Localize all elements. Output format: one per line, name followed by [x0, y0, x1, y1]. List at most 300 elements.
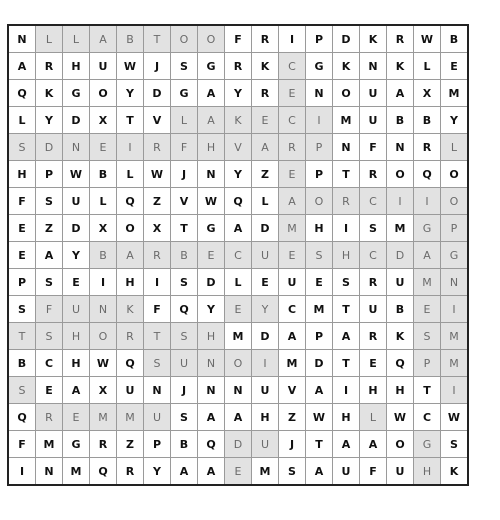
grid-cell[interactable]: A	[306, 458, 333, 486]
grid-cell[interactable]: X	[90, 107, 117, 134]
grid-row	[8, 350, 468, 377]
grid-cell[interactable]: A	[225, 404, 252, 431]
grid-cell[interactable]: E	[8, 215, 36, 242]
grid-cell[interactable]: N	[198, 161, 225, 188]
grid-cell[interactable]: N	[144, 377, 171, 404]
grid-cell[interactable]: B	[171, 242, 198, 269]
grid-cell[interactable]: K	[387, 53, 414, 80]
grid-cell[interactable]: L	[90, 188, 117, 215]
grid-cell[interactable]: O	[306, 188, 333, 215]
grid-cell[interactable]: E	[90, 134, 117, 161]
grid-cell[interactable]: L	[171, 107, 198, 134]
grid-cell[interactable]: V	[144, 107, 171, 134]
grid-row	[8, 215, 468, 242]
grid-cell[interactable]: R	[360, 269, 387, 296]
grid-cell[interactable]: I	[117, 134, 144, 161]
grid-cell[interactable]: Q	[387, 350, 414, 377]
grid-cell[interactable]: G	[63, 80, 90, 107]
grid-cell[interactable]: C	[279, 296, 306, 323]
grid-cell[interactable]: O	[198, 25, 225, 53]
grid-cell[interactable]: U	[117, 377, 144, 404]
grid-cell[interactable]: K	[117, 296, 144, 323]
grid-cell[interactable]: H	[198, 134, 225, 161]
grid-row	[8, 80, 468, 107]
grid-cell[interactable]: E	[279, 80, 306, 107]
grid-cell[interactable]: H	[252, 404, 279, 431]
grid-cell[interactable]: D	[225, 431, 252, 458]
grid-cell[interactable]: R	[117, 458, 144, 486]
grid-cell[interactable]: O	[90, 80, 117, 107]
grid-cell[interactable]: E	[198, 242, 225, 269]
grid-cell[interactable]: Y	[144, 458, 171, 486]
grid-row	[8, 53, 468, 80]
grid-cell[interactable]: S	[144, 350, 171, 377]
grid-cell[interactable]: U	[360, 296, 387, 323]
grid-cell[interactable]: H	[198, 323, 225, 350]
grid-cell[interactable]: A	[252, 134, 279, 161]
grid-cell[interactable]: M	[441, 350, 469, 377]
grid-cell[interactable]: R	[252, 25, 279, 53]
grid-cell[interactable]: I	[441, 296, 469, 323]
grid-cell[interactable]: N	[387, 134, 414, 161]
grid-cell[interactable]: D	[306, 350, 333, 377]
grid-cell[interactable]: K	[360, 25, 387, 53]
grid-cell[interactable]: G	[63, 431, 90, 458]
grid-cell[interactable]: A	[198, 80, 225, 107]
grid-cell[interactable]: M	[441, 80, 469, 107]
grid-cell[interactable]: T	[414, 377, 441, 404]
grid-cell[interactable]: U	[171, 350, 198, 377]
grid-cell[interactable]: R	[360, 323, 387, 350]
grid-cell[interactable]: E	[279, 161, 306, 188]
grid-cell[interactable]: I	[252, 350, 279, 377]
grid-cell[interactable]: A	[333, 323, 360, 350]
grid-cell[interactable]: P	[306, 161, 333, 188]
grid-cell[interactable]: M	[387, 215, 414, 242]
grid-cell[interactable]: S	[36, 269, 63, 296]
grid-cell[interactable]: Q	[8, 80, 36, 107]
grid-cell[interactable]: M	[279, 350, 306, 377]
grid-cell[interactable]: O	[441, 188, 469, 215]
grid-cell[interactable]: S	[171, 53, 198, 80]
grid-cell[interactable]: A	[279, 323, 306, 350]
grid-cell[interactable]: G	[414, 431, 441, 458]
grid-cell[interactable]: S	[171, 323, 198, 350]
grid-cell[interactable]: B	[8, 350, 36, 377]
grid-cell[interactable]: I	[144, 269, 171, 296]
grid-cell[interactable]: M	[117, 404, 144, 431]
grid-cell[interactable]: H	[117, 269, 144, 296]
grid-cell[interactable]: R	[117, 323, 144, 350]
grid-cell[interactable]: U	[279, 269, 306, 296]
grid-cell[interactable]: K	[333, 53, 360, 80]
grid-cell[interactable]: O	[387, 431, 414, 458]
grid-cell[interactable]: G	[198, 53, 225, 80]
grid-cell[interactable]: I	[90, 269, 117, 296]
grid-cell[interactable]: Q	[171, 296, 198, 323]
grid-cell[interactable]: D	[36, 134, 63, 161]
grid-cell[interactable]: E	[8, 242, 36, 269]
grid-cell[interactable]: R	[90, 431, 117, 458]
grid-cell[interactable]: A	[36, 242, 63, 269]
grid-cell[interactable]: C	[36, 350, 63, 377]
grid-cell[interactable]: F	[8, 188, 36, 215]
grid-cell[interactable]: A	[198, 404, 225, 431]
grid-cell[interactable]: N	[8, 25, 36, 53]
grid-cell[interactable]: F	[171, 134, 198, 161]
grid-cell[interactable]: B	[90, 161, 117, 188]
grid-cell[interactable]: Q	[90, 458, 117, 486]
grid-cell[interactable]: C	[279, 107, 306, 134]
grid-cell[interactable]: F	[144, 296, 171, 323]
grid-cell[interactable]: O	[117, 215, 144, 242]
grid-cell[interactable]: U	[144, 404, 171, 431]
grid-cell[interactable]: Q	[414, 161, 441, 188]
grid-cell[interactable]: U	[360, 107, 387, 134]
grid-cell[interactable]: H	[63, 53, 90, 80]
grid-cell[interactable]: K	[225, 107, 252, 134]
grid-cell[interactable]: G	[441, 242, 469, 269]
grid-cell[interactable]: R	[252, 80, 279, 107]
grid-cell[interactable]: E	[225, 296, 252, 323]
grid-cell[interactable]: H	[360, 377, 387, 404]
grid-cell[interactable]: S	[171, 404, 198, 431]
grid-cell[interactable]: V	[279, 377, 306, 404]
grid-cell[interactable]: U	[63, 296, 90, 323]
grid-cell[interactable]: Y	[225, 161, 252, 188]
grid-cell[interactable]: H	[306, 215, 333, 242]
grid-cell[interactable]: P	[441, 215, 469, 242]
grid-cell[interactable]: O	[333, 80, 360, 107]
grid-cell[interactable]: F	[36, 296, 63, 323]
grid-cell[interactable]: I	[279, 25, 306, 53]
grid-cell[interactable]: A	[63, 377, 90, 404]
grid-cell[interactable]: S	[8, 134, 36, 161]
grid-cell[interactable]: U	[252, 377, 279, 404]
grid-cell[interactable]: E	[360, 350, 387, 377]
grid-row	[8, 107, 468, 134]
grid-cell[interactable]: H	[63, 323, 90, 350]
grid-cell[interactable]: P	[306, 25, 333, 53]
grid-cell[interactable]: B	[171, 431, 198, 458]
grid-cell[interactable]: K	[36, 80, 63, 107]
grid-cell[interactable]: L	[117, 161, 144, 188]
grid-row	[8, 242, 468, 269]
grid-cell[interactable]: C	[279, 53, 306, 80]
grid-cell[interactable]: U	[360, 80, 387, 107]
grid-cell[interactable]: N	[36, 458, 63, 486]
grid-cell[interactable]: A	[306, 377, 333, 404]
grid-cell[interactable]: E	[279, 242, 306, 269]
grid-cell[interactable]: Y	[63, 242, 90, 269]
grid-cell[interactable]: E	[63, 269, 90, 296]
grid-cell[interactable]: X	[90, 377, 117, 404]
grid-cell[interactable]: N	[333, 134, 360, 161]
grid-cell[interactable]: L	[360, 404, 387, 431]
grid-cell[interactable]: I	[8, 458, 36, 486]
grid-cell[interactable]: G	[171, 80, 198, 107]
grid-cell[interactable]: S	[333, 269, 360, 296]
grid-cell[interactable]: R	[387, 25, 414, 53]
grid-cell[interactable]: N	[198, 350, 225, 377]
grid-cell[interactable]: E	[414, 296, 441, 323]
grid-cell[interactable]: X	[90, 215, 117, 242]
grid-cell[interactable]: M	[63, 458, 90, 486]
grid-cell[interactable]: U	[63, 188, 90, 215]
grid-cell[interactable]: W	[90, 350, 117, 377]
grid-cell[interactable]: H	[63, 350, 90, 377]
grid-cell[interactable]: A	[90, 25, 117, 53]
grid-cell[interactable]: Y	[252, 296, 279, 323]
grid-cell[interactable]: G	[414, 215, 441, 242]
grid-cell[interactable]: L	[36, 25, 63, 53]
grid-cell[interactable]: P	[306, 134, 333, 161]
grid-cell[interactable]: X	[414, 80, 441, 107]
grid-cell[interactable]: N	[306, 80, 333, 107]
grid-cell[interactable]: V	[171, 188, 198, 215]
grid-cell[interactable]: R	[333, 188, 360, 215]
grid-cell[interactable]: D	[252, 215, 279, 242]
grid-cell[interactable]: A	[333, 431, 360, 458]
grid-cell[interactable]: L	[63, 25, 90, 53]
grid-cell[interactable]: Z	[36, 215, 63, 242]
grid-cell[interactable]: O	[225, 350, 252, 377]
grid-cell[interactable]: C	[360, 188, 387, 215]
grid-cell[interactable]: A	[8, 53, 36, 80]
grid-cell[interactable]: B	[117, 25, 144, 53]
grid-cell[interactable]: Z	[279, 404, 306, 431]
grid-cell[interactable]: H	[387, 377, 414, 404]
grid-cell[interactable]: A	[198, 458, 225, 486]
grid-cell[interactable]: S	[8, 377, 36, 404]
grid-cell[interactable]: R	[414, 134, 441, 161]
grid-cell[interactable]: Z	[252, 161, 279, 188]
grid-cell[interactable]: T	[333, 161, 360, 188]
grid-cell[interactable]: D	[387, 242, 414, 269]
grid-cell[interactable]: Q	[117, 188, 144, 215]
grid-cell[interactable]: T	[8, 323, 36, 350]
grid-cell[interactable]: U	[252, 431, 279, 458]
grid-cell[interactable]: A	[225, 215, 252, 242]
grid-cell[interactable]: L	[252, 188, 279, 215]
grid-cell[interactable]: X	[144, 215, 171, 242]
grid-cell[interactable]: R	[36, 404, 63, 431]
grid-cell[interactable]: J	[144, 53, 171, 80]
grid-cell[interactable]: D	[144, 80, 171, 107]
grid-cell[interactable]: I	[306, 107, 333, 134]
grid-cell[interactable]: S	[441, 431, 469, 458]
grid-cell[interactable]: Z	[117, 431, 144, 458]
grid-cell[interactable]: O	[90, 323, 117, 350]
grid-cell[interactable]: P	[144, 431, 171, 458]
grid-cell[interactable]: M	[279, 215, 306, 242]
grid-cell[interactable]: E	[63, 404, 90, 431]
grid-cell[interactable]: Q	[117, 350, 144, 377]
grid-cell[interactable]: W	[198, 188, 225, 215]
grid-cell[interactable]: O	[171, 25, 198, 53]
grid-cell[interactable]: C	[360, 242, 387, 269]
grid-cell[interactable]: K	[441, 458, 469, 486]
grid-cell[interactable]: E	[252, 107, 279, 134]
grid-cell[interactable]: T	[117, 107, 144, 134]
grid-cell[interactable]: R	[225, 53, 252, 80]
grid-cell[interactable]: M	[225, 323, 252, 350]
grid-cell[interactable]: W	[414, 25, 441, 53]
grid-cell[interactable]: F	[225, 25, 252, 53]
grid-cell[interactable]: T	[144, 323, 171, 350]
grid-cell[interactable]: H	[8, 161, 36, 188]
grid-cell[interactable]: E	[36, 377, 63, 404]
grid-cell[interactable]: A	[387, 80, 414, 107]
grid-cell[interactable]: G	[198, 215, 225, 242]
grid-cell[interactable]: N	[441, 269, 469, 296]
grid-cell[interactable]: Y	[441, 107, 469, 134]
grid-cell[interactable]: U	[387, 458, 414, 486]
grid-cell[interactable]: V	[225, 134, 252, 161]
grid-cell[interactable]: R	[36, 53, 63, 80]
grid-cell[interactable]: W	[117, 53, 144, 80]
grid-row	[8, 458, 468, 486]
grid-cell[interactable]: S	[279, 458, 306, 486]
grid-cell[interactable]: H	[333, 242, 360, 269]
grid-row	[8, 377, 468, 404]
grid-cell[interactable]: S	[8, 296, 36, 323]
grid-cell[interactable]: T	[333, 296, 360, 323]
grid-cell[interactable]: M	[90, 404, 117, 431]
grid-cell[interactable]: D	[63, 107, 90, 134]
grid-cell[interactable]: B	[414, 107, 441, 134]
grid-cell[interactable]: L	[414, 53, 441, 80]
grid-cell[interactable]: P	[8, 269, 36, 296]
grid-cell[interactable]: D	[198, 269, 225, 296]
grid-cell[interactable]: F	[8, 431, 36, 458]
grid-cell[interactable]: U	[387, 269, 414, 296]
grid-cell[interactable]: P	[36, 161, 63, 188]
grid-cell[interactable]: A	[360, 431, 387, 458]
grid-cell[interactable]: D	[252, 323, 279, 350]
grid-cell[interactable]: W	[63, 161, 90, 188]
grid-cell[interactable]: K	[252, 53, 279, 80]
grid-cell[interactable]: I	[333, 377, 360, 404]
grid-cell[interactable]: U	[252, 242, 279, 269]
grid-cell[interactable]: E	[225, 458, 252, 486]
grid-cell[interactable]: S	[36, 323, 63, 350]
grid-cell[interactable]: Q	[198, 431, 225, 458]
grid-cell[interactable]: I	[387, 188, 414, 215]
grid-cell[interactable]: M	[333, 107, 360, 134]
grid-cell[interactable]: Q	[8, 404, 36, 431]
grid-cell[interactable]: S	[36, 188, 63, 215]
grid-cell[interactable]: H	[333, 404, 360, 431]
grid-cell[interactable]: A	[117, 242, 144, 269]
grid-cell[interactable]: O	[387, 161, 414, 188]
grid-cell[interactable]: B	[90, 242, 117, 269]
grid-cell[interactable]: Z	[144, 188, 171, 215]
grid-cell[interactable]: F	[360, 458, 387, 486]
grid-cell[interactable]: L	[8, 107, 36, 134]
grid-cell[interactable]: N	[360, 53, 387, 80]
grid-cell[interactable]: U	[90, 53, 117, 80]
grid-cell[interactable]: Y	[198, 296, 225, 323]
grid-cell[interactable]: M	[441, 323, 469, 350]
grid-cell[interactable]: Y	[36, 107, 63, 134]
grid-cell[interactable]: T	[144, 25, 171, 53]
grid-row	[8, 188, 468, 215]
grid-cell[interactable]: J	[171, 161, 198, 188]
grid-cell[interactable]: N	[90, 296, 117, 323]
grid-cell[interactable]: S	[306, 242, 333, 269]
grid-cell[interactable]: N	[225, 377, 252, 404]
grid-cell[interactable]: S	[171, 269, 198, 296]
grid-cell[interactable]: W	[441, 404, 469, 431]
grid-cell[interactable]: O	[441, 161, 469, 188]
grid-cell[interactable]: L	[441, 134, 469, 161]
grid-cell[interactable]: E	[252, 269, 279, 296]
grid-cell[interactable]: M	[36, 431, 63, 458]
grid-row	[8, 296, 468, 323]
grid-cell[interactable]: W	[387, 404, 414, 431]
grid-cell[interactable]: N	[63, 134, 90, 161]
grid-cell[interactable]: B	[441, 25, 469, 53]
grid-cell[interactable]: D	[333, 25, 360, 53]
grid-cell[interactable]: A	[414, 242, 441, 269]
grid-cell[interactable]: I	[333, 215, 360, 242]
grid-cell[interactable]: S	[360, 215, 387, 242]
grid-cell[interactable]: A	[171, 458, 198, 486]
grid-cell[interactable]: B	[387, 107, 414, 134]
grid-cell[interactable]: I	[414, 188, 441, 215]
grid-cell[interactable]: P	[306, 323, 333, 350]
grid-cell[interactable]: H	[414, 458, 441, 486]
grid-cell[interactable]: P	[414, 350, 441, 377]
grid-cell[interactable]: M	[306, 296, 333, 323]
grid-cell[interactable]: Y	[225, 80, 252, 107]
grid-cell[interactable]: A	[198, 107, 225, 134]
grid-cell[interactable]: G	[306, 53, 333, 80]
grid-cell[interactable]: I	[441, 377, 469, 404]
grid-cell[interactable]: B	[387, 296, 414, 323]
grid-cell[interactable]: T	[306, 431, 333, 458]
grid-cell[interactable]: D	[63, 215, 90, 242]
grid-row	[8, 323, 468, 350]
grid-cell[interactable]: R	[360, 161, 387, 188]
grid-cell[interactable]: J	[171, 377, 198, 404]
grid-cell[interactable]: J	[279, 431, 306, 458]
grid-cell[interactable]: R	[144, 242, 171, 269]
grid-cell[interactable]: N	[198, 377, 225, 404]
grid-cell[interactable]: E	[441, 53, 469, 80]
grid-cell[interactable]: W	[306, 404, 333, 431]
grid-cell[interactable]: Q	[225, 188, 252, 215]
grid-cell[interactable]: Y	[117, 80, 144, 107]
grid-cell[interactable]: F	[360, 134, 387, 161]
grid-cell[interactable]: C	[414, 404, 441, 431]
grid-cell[interactable]: A	[279, 188, 306, 215]
grid-cell[interactable]: U	[333, 458, 360, 486]
grid-cell[interactable]: K	[387, 323, 414, 350]
grid-cell[interactable]: E	[306, 269, 333, 296]
grid-cell[interactable]: L	[225, 269, 252, 296]
grid-cell[interactable]: W	[144, 161, 171, 188]
grid-cell[interactable]: C	[225, 242, 252, 269]
grid-cell[interactable]: R	[279, 134, 306, 161]
grid-cell[interactable]: T	[171, 215, 198, 242]
grid-cell[interactable]: M	[252, 458, 279, 486]
grid-cell[interactable]: R	[144, 134, 171, 161]
grid-cell[interactable]: M	[414, 269, 441, 296]
grid-cell[interactable]: S	[414, 323, 441, 350]
grid-cell[interactable]: T	[333, 350, 360, 377]
